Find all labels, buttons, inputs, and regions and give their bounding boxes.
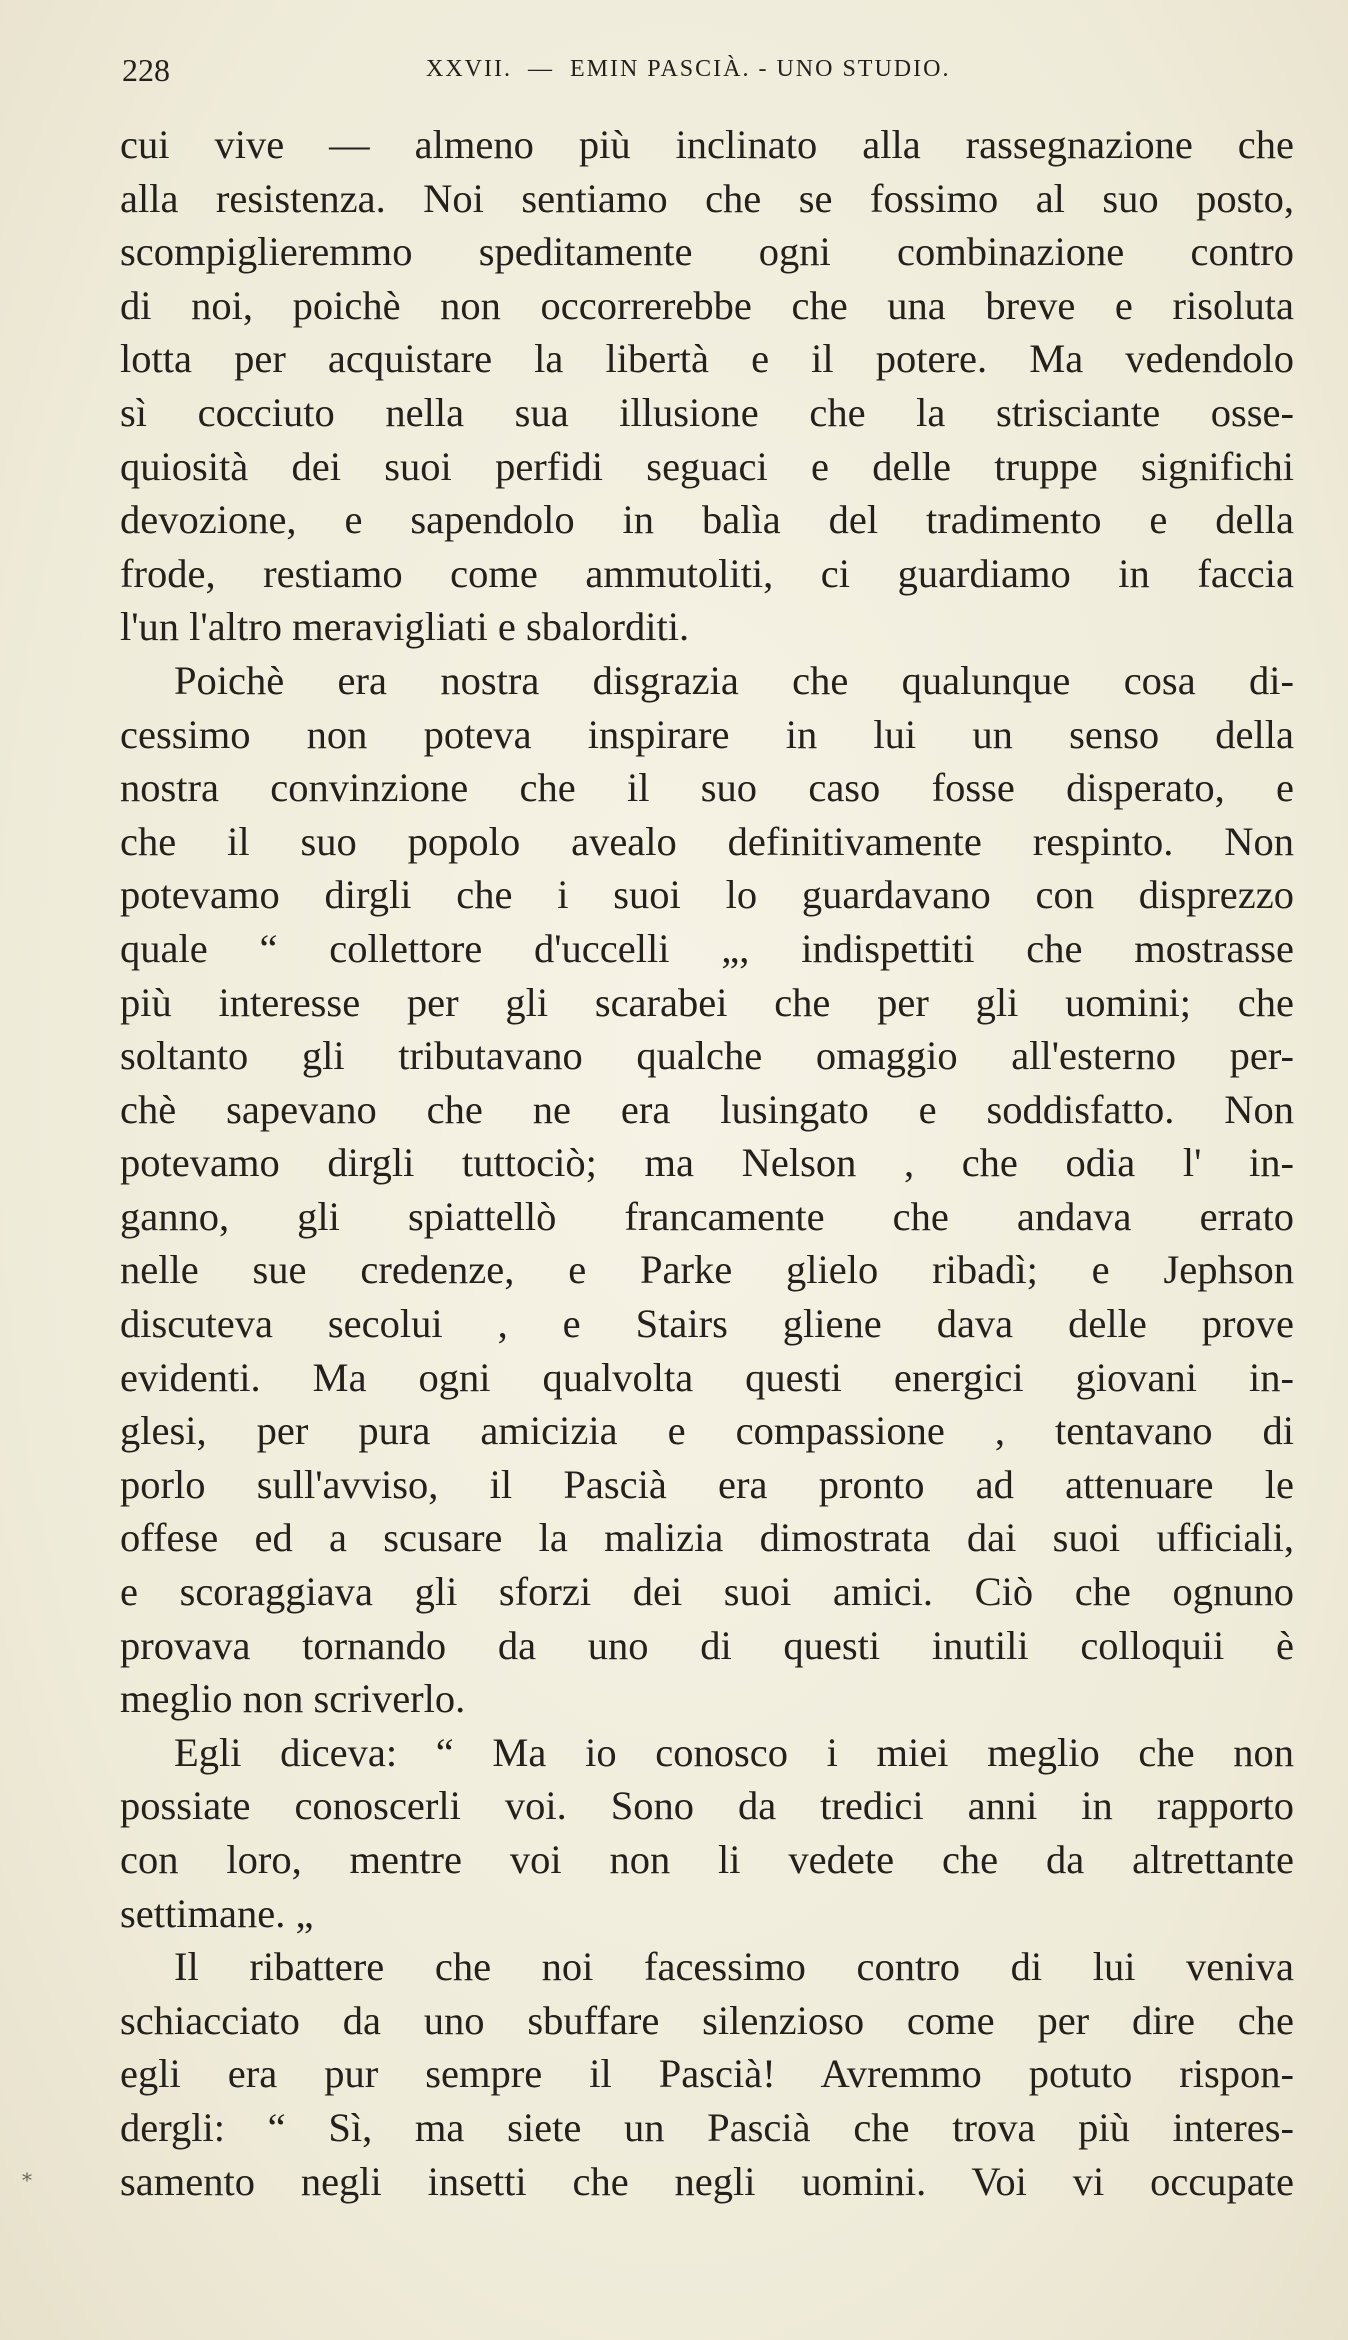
text-line: nelle sue credenze, e Parke glielo ribadì; e Jephson [120, 1247, 1294, 1293]
text-line: più interesse per gli scarabei che per gli uomini; che [120, 979, 1294, 1025]
text-line: possiate conoscerli voi. Sono da tredici anni in rapporto [120, 1783, 1294, 1829]
text-line: soltanto gli tributavano qualche omaggio all'esterno per- [120, 1033, 1294, 1079]
text-line: provava tornando da uno di questi inutili colloquii è [120, 1622, 1294, 1668]
text-line: con loro, mentre voi non li vedete che da altrettante [120, 1837, 1294, 1882]
text-line: offese ed a scusare la malizia dimostrata dai suoi ufficiali, [120, 1515, 1294, 1561]
text-line: nostra convinzione che il suo caso fosse disperato, e [120, 765, 1294, 811]
text-line: lotta per acquistare la libertà e il potere. Ma vedendolo [120, 336, 1294, 382]
text-line: settimane. „ [120, 1890, 314, 1936]
text-line: cui vive — almeno più inclinato alla rassegnazione che [120, 122, 1294, 167]
text-line: glesi, per pura amicizia e compassione , tentavano di [120, 1408, 1294, 1454]
text-line: quiosità dei suoi perfidi seguaci e delle truppe significhi [120, 443, 1294, 489]
text-line: evidenti. Ma ogni qualvolta questi energici giovani in- [120, 1354, 1294, 1400]
text-line: schiacciato da uno sbuffare silenzioso come per dire che [120, 1997, 1294, 2043]
page-header [122, 52, 1292, 102]
text-line: Il ribattere che noi facessimo contro di lui veniva [174, 1944, 1294, 1990]
text-line: devozione, e sapendolo in balìa del tradimento e della [120, 497, 1294, 543]
text-line: Egli diceva: “ Ma io conosco i miei meglio che non [174, 1729, 1294, 1775]
body-text [120, 118, 1294, 2208]
text-line: quale “ collettore d'uccelli „, indispettiti che mostrasse [120, 925, 1294, 971]
text-line: discuteva secolui , e Stairs gliene dava delle prove [120, 1301, 1294, 1347]
text-line: di noi, poichè non occorrerebbe che una breve e risoluta [120, 282, 1294, 328]
text-line: potevamo dirgli che i suoi lo guardavano con disprezzo [120, 872, 1294, 918]
text-line: sì cocciuto nella sua illusione che la strisciante osse- [120, 389, 1294, 435]
text-line: e scoraggiava gli sforzi dei suoi amici. Ciò che ognuno [120, 1569, 1294, 1615]
text-line: egli era pur sempre il Pascià! Avremmo potuto rispon- [120, 2051, 1294, 2097]
text-line: dergli: “ Sì, ma siete un Pascià che trova più interes- [120, 2104, 1294, 2150]
text-line: potevamo dirgli tuttociò; ma Nelson , che odia l' in- [120, 1140, 1294, 1186]
text-line: alla resistenza. Noi sentiamo che se fossimo al suo posto, [120, 175, 1294, 221]
text-line: che il suo popolo avealo definitivamente respinto. Non [120, 818, 1294, 864]
text-line: l'un l'altro meravigliati e sbalorditi. [120, 604, 690, 650]
text-line: Poichè era nostra disgrazia che qualunque cosa di- [174, 657, 1294, 703]
text-line: porlo sull'avviso, il Pascià era pronto ad attenuare le [120, 1461, 1294, 1507]
page-number: 228 [122, 52, 170, 88]
margin-mark: * [22, 2168, 32, 2192]
text-line: samento negli insetti che negli uomini. Voi vi occupate [120, 2158, 1294, 2204]
running-title: XXVII. — EMIN PASCIÀ. - UNO STUDIO. [426, 56, 951, 82]
text-line: chè sapevano che ne era lusingato e soddisfatto. Non [120, 1086, 1294, 1132]
text-line: cessimo non poteva inspirare in lui un senso della [120, 711, 1294, 757]
text-line: scompiglieremmo speditamente ogni combinazione contro [120, 229, 1294, 275]
text-line: meglio non scriverlo. [120, 1676, 466, 1722]
text-line: frode, restiamo come ammutoliti, ci guardiamo in faccia [120, 550, 1294, 596]
text-line: ganno, gli spiattellò francamente che andava errato [120, 1193, 1294, 1239]
